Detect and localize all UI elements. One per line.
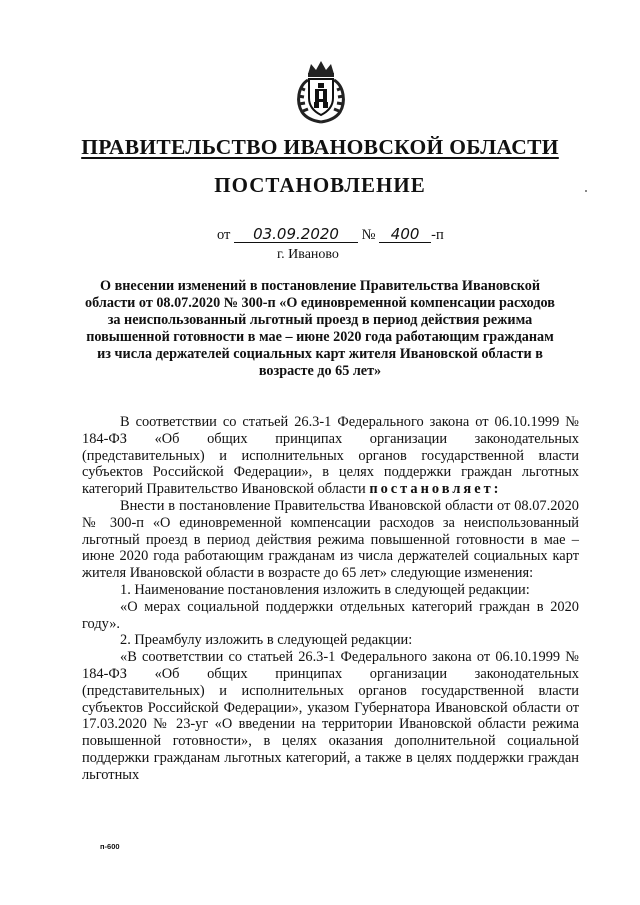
paragraph-preamble (82, 414, 579, 498)
scan-speck (585, 190, 587, 192)
dateline (217, 226, 444, 244)
document-type: ПОСТАНОВЛЕНИЕ (214, 173, 426, 197)
government-name: ПРАВИТЕЛЬСТВО ИВАНОВСКОЙ ОБЛАСТИ (81, 135, 559, 159)
handwritten-date: 03.09.2020 (234, 226, 358, 243)
handwritten-number: 400 (379, 226, 431, 243)
document-body (82, 414, 579, 784)
number-sign: № (361, 227, 376, 243)
paragraph-new-preamble: «В соответствии со статьей 26.3-1 Федерального закона от 06.10.1999 № 184-ФЗ «Об общих принципах организации законодательных (представительных) и исполнительных органов государственной власти субъектов Российской Федерации», указом Губернатора Ивановской области от 17.03.2020 № 23-уг «О введении на территории Ивановской области режима повышенной готовности», в целях оказания дополнительной социальной поддержки гражданам льготных категорий, а также в целях поддержки граждан льготных (82, 649, 579, 783)
date-prefix: от (217, 227, 231, 243)
document-subject: О внесении изменений в постановление Правительства Ивановской области от 08.07.2020 № 300-п «О единовременной компенсации расходов за неиспользованный льготный проезд в период действия режима повышенной готовности в мае – июне 2020 года работающим гражданам из числа держателей социальных карт жителя Ивановской области в возрасте до 65 лет» (85, 278, 555, 379)
footer-code: п-600 (100, 842, 120, 851)
city: г. Иваново (277, 247, 339, 262)
paragraph-amend: Внести в постановление Правительства Ивановской области от 08.07.2020 № 300-п «О единовременной компенсации расходов за неиспользованный льготный проезд в период действия режима повышенной готовности в мае – июне 2020 года работающим гражданам из числа держателей социальных карт жителя Ивановской области в возрасте до 65 лет» следующие изменения: (82, 497, 579, 582)
paragraph-new-title: «О мерах социальной поддержки отдельных категорий граждан в 2020 году». (82, 598, 579, 632)
number-suffix: -п (431, 227, 444, 243)
paragraph-item-2: 2. Преамбулу изложить в следующей редакции: (120, 632, 413, 649)
paragraph-item-1: 1. Наименование постановления изложить в следующей редакции: (120, 581, 530, 598)
resolution-verb: постановляет: (369, 481, 502, 498)
coat-of-arms-icon (294, 58, 348, 124)
preamble-text: В соответствии со статьей 26.3-1 Федерального закона от 06.10.1999 № 184-ФЗ «Об общих принципах организации законодательных (представительных) и исполнительных органов государственной власти субъектов Российской Федерации», в целях поддержки граждан льготных категорий Правительство Ивановской области (82, 414, 579, 498)
